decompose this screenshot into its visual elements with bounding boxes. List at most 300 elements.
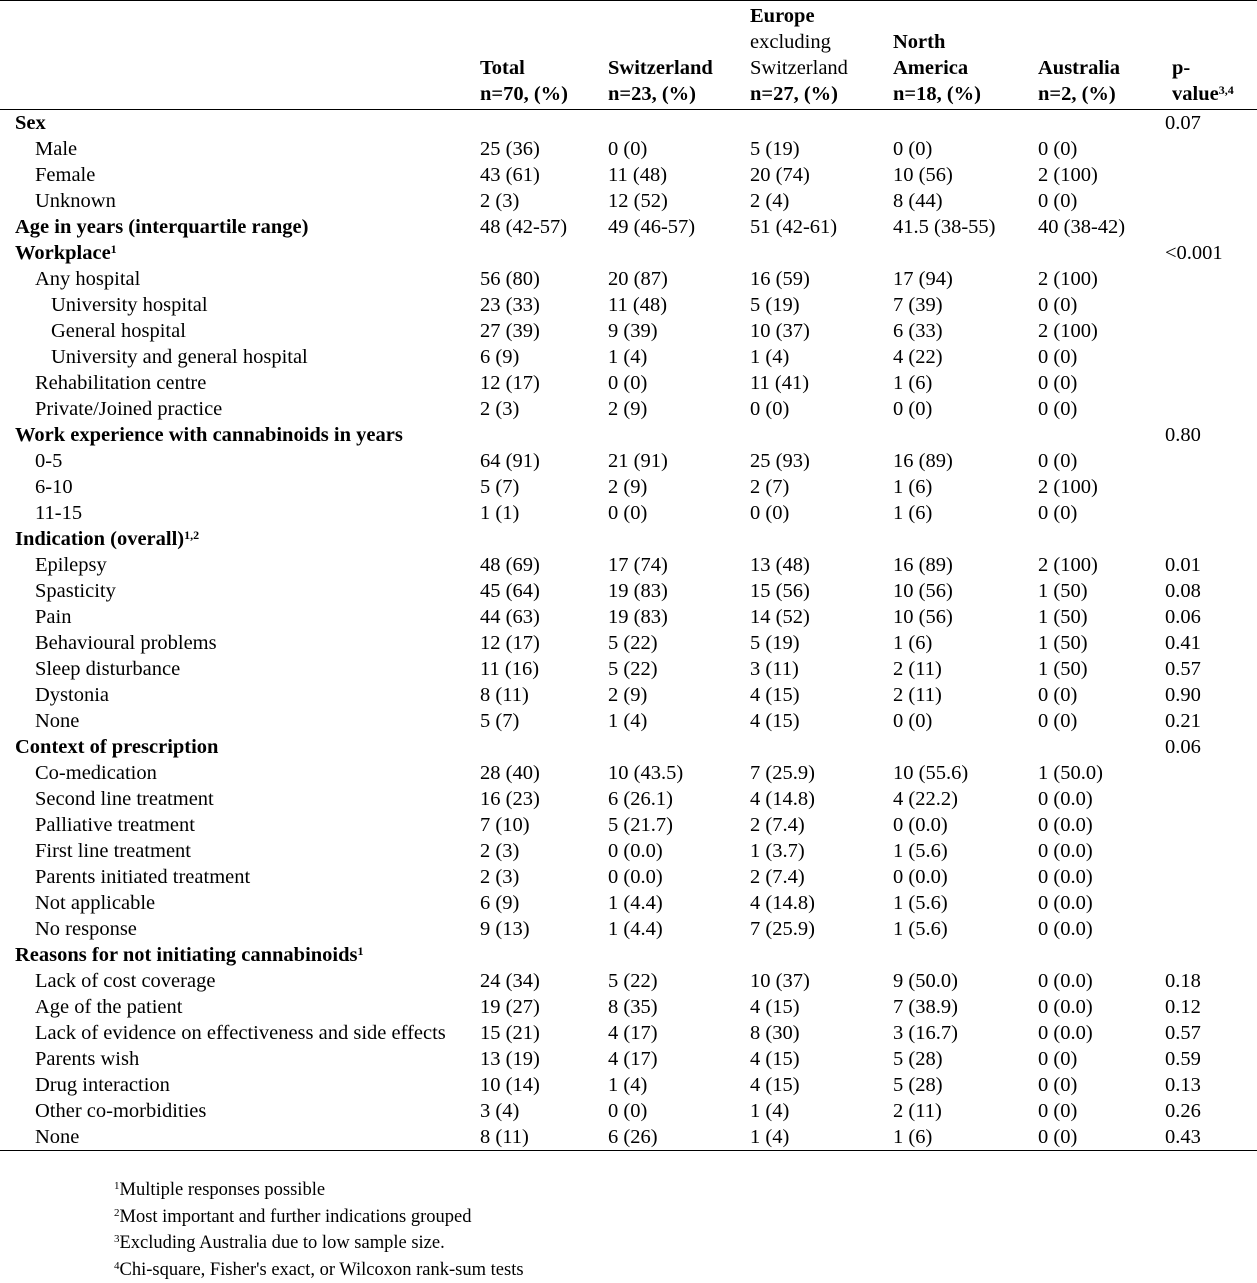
row-label: Any hospital — [35, 268, 141, 290]
row-label-cell — [0, 526, 465, 552]
value-cell: 7 (25.9) — [750, 762, 815, 784]
row-label: No response — [35, 918, 137, 940]
value-cell: 2 (9) — [608, 684, 648, 706]
value-cell: 14 (52) — [750, 606, 810, 628]
table-row — [0, 968, 1257, 994]
p-value-cell: <0.001 — [1165, 242, 1223, 264]
row-label-cell — [0, 214, 465, 240]
value-cell — [735, 110, 878, 137]
table-row — [0, 786, 1257, 812]
value-cell: 10 (37) — [750, 970, 810, 992]
table-row — [0, 760, 1257, 786]
header-europe-n: n=27, (%) — [750, 83, 838, 105]
row-label: Spasticity — [35, 580, 116, 602]
row-label-cell — [0, 500, 465, 526]
row-label-cell — [0, 630, 465, 656]
value-cell: 5 (22) — [608, 632, 658, 654]
value-cell — [465, 942, 593, 968]
value-cell — [593, 422, 735, 448]
value-cell — [593, 240, 735, 266]
value-cell — [878, 240, 1023, 266]
value-cell: 48 (42-57) — [480, 216, 568, 238]
row-label: Lack of cost coverage — [35, 970, 216, 992]
header-switzerland — [593, 1, 735, 110]
value-cell — [465, 734, 593, 760]
table-row — [0, 1072, 1257, 1098]
row-label-cell — [0, 682, 465, 708]
table-row — [0, 630, 1257, 656]
value-cell: 5 (28) — [893, 1048, 943, 1070]
row-label-cell — [0, 1124, 465, 1151]
row-label-cell — [0, 656, 465, 682]
value-cell: 28 (40) — [480, 762, 540, 784]
value-cell: 2 (100) — [1038, 164, 1098, 186]
row-label: Reasons for not initiating cannabinoids — [15, 944, 358, 966]
value-cell: 1 (4) — [608, 710, 648, 732]
value-cell — [593, 942, 735, 968]
row-label-cell — [0, 1020, 465, 1046]
value-cell: 0 (0.0) — [608, 840, 663, 862]
value-cell — [465, 526, 593, 552]
value-cell: 5 (7) — [480, 710, 520, 732]
row-label: University and general hospital — [51, 346, 308, 368]
value-cell — [735, 422, 878, 448]
value-cell: 7 (39) — [893, 294, 943, 316]
row-label-cell — [0, 578, 465, 604]
value-cell: 5 (22) — [608, 970, 658, 992]
table-row — [0, 578, 1257, 604]
value-cell: 1 (4) — [750, 1100, 790, 1122]
p-value-cell — [1150, 916, 1257, 942]
value-cell — [878, 526, 1023, 552]
table-row — [0, 552, 1257, 578]
row-label: General hospital — [51, 320, 186, 342]
header-australia-title: Australia — [1038, 57, 1120, 79]
value-cell: 12 (17) — [480, 372, 540, 394]
value-cell: 0 (0) — [1038, 294, 1078, 316]
row-label: Epilepsy — [35, 554, 107, 576]
header-europe-switzerland: Switzerland — [750, 57, 848, 79]
value-cell — [1023, 240, 1150, 266]
row-label-cell — [0, 110, 465, 137]
value-cell: 1 (50.0) — [1038, 762, 1103, 784]
p-value-cell — [1150, 214, 1257, 240]
value-cell: 7 (10) — [480, 814, 530, 836]
value-cell — [878, 422, 1023, 448]
table-row — [0, 812, 1257, 838]
value-cell: 16 (89) — [893, 554, 953, 576]
value-cell: 45 (64) — [480, 580, 540, 602]
value-cell: 1 (4) — [608, 1074, 648, 1096]
value-cell: 2 (3) — [480, 840, 520, 862]
p-value-cell — [1150, 838, 1257, 864]
p-value-cell: 0.59 — [1165, 1048, 1201, 1070]
value-cell: 0 (0) — [1038, 710, 1078, 732]
value-cell: 49 (46-57) — [608, 216, 696, 238]
p-value-cell: 0.57 — [1165, 658, 1201, 680]
header-australia-n: n=2, (%) — [1038, 83, 1116, 105]
value-cell: 0 (0) — [1038, 190, 1078, 212]
row-label-cell — [0, 448, 465, 474]
p-value-cell — [1150, 292, 1257, 318]
value-cell: 4 (15) — [750, 1074, 800, 1096]
header-europe-excluding: excluding — [750, 31, 831, 53]
p-value-cell — [1150, 864, 1257, 890]
row-label-cell — [0, 162, 465, 188]
value-cell: 3 (11) — [750, 658, 799, 680]
p-value-cell — [1150, 890, 1257, 916]
row-label: Drug interaction — [35, 1074, 170, 1096]
table-body — [0, 110, 1257, 1151]
table-row — [0, 292, 1257, 318]
row-label-cell — [0, 370, 465, 396]
row-label: 0-5 — [35, 450, 63, 472]
value-cell: 0 (0) — [893, 710, 933, 732]
header-switzerland-title: Switzerland — [608, 57, 713, 79]
header-europe — [735, 1, 878, 110]
value-cell: 0 (0) — [1038, 398, 1078, 420]
table-row — [0, 396, 1257, 422]
value-cell: 0 (0) — [608, 372, 648, 394]
value-cell: 11 (16) — [480, 658, 540, 680]
value-cell: 2 (100) — [1038, 320, 1098, 342]
value-cell: 25 (36) — [480, 138, 540, 160]
value-cell: 1 (5.6) — [893, 840, 948, 862]
value-cell: 0 (0) — [1038, 1048, 1078, 1070]
table-row — [0, 916, 1257, 942]
table-row — [0, 864, 1257, 890]
section-row — [0, 240, 1257, 266]
value-cell — [1023, 110, 1150, 137]
row-label: Indication (overall) — [15, 528, 185, 550]
table-header — [0, 1, 1257, 110]
value-cell: 5 (28) — [893, 1074, 943, 1096]
value-cell: 4 (14.8) — [750, 892, 815, 914]
table-row — [0, 370, 1257, 396]
p-value-cell — [1150, 188, 1257, 214]
value-cell: 4 (17) — [608, 1048, 658, 1070]
value-cell: 1 (4) — [750, 346, 790, 368]
value-cell: 4 (15) — [750, 710, 800, 732]
value-cell: 2 (11) — [893, 684, 942, 706]
row-label-footnote-ref: 1 — [110, 242, 117, 256]
row-label: Female — [35, 164, 96, 186]
value-cell: 4 (22.2) — [893, 788, 958, 810]
table-row — [0, 682, 1257, 708]
row-label: 11-15 — [35, 502, 83, 524]
value-cell: 4 (17) — [608, 1022, 658, 1044]
value-cell: 0 (0) — [1038, 372, 1078, 394]
p-value-cell — [1150, 500, 1257, 526]
value-cell: 27 (39) — [480, 320, 540, 342]
footnote-number: 3 — [114, 1233, 120, 1245]
table-row — [0, 1046, 1257, 1072]
value-cell: 10 (56) — [893, 580, 953, 602]
table-row — [0, 1020, 1257, 1046]
header-total-title: Total — [480, 57, 525, 79]
row-label-cell — [0, 708, 465, 734]
value-cell: 1 (6) — [893, 476, 933, 498]
value-cell: 2 (7) — [750, 476, 790, 498]
value-cell: 0 (0.0) — [1038, 918, 1093, 940]
table-row — [0, 500, 1257, 526]
row-label-footnote-ref: 1,2 — [184, 528, 200, 542]
row-label: Other co-morbidities — [35, 1100, 207, 1122]
value-cell: 0 (0.0) — [608, 866, 663, 888]
header-north-america-line2: America — [893, 57, 969, 79]
value-cell: 16 (23) — [480, 788, 540, 810]
value-cell: 15 (56) — [750, 580, 810, 602]
value-cell: 0 (0.0) — [1038, 1022, 1093, 1044]
p-value-cell — [1150, 942, 1257, 968]
header-europe-title: Europe — [750, 5, 815, 27]
table-row — [0, 656, 1257, 682]
value-cell: 44 (63) — [480, 606, 540, 628]
value-cell: 5 (19) — [750, 294, 800, 316]
row-label-cell — [0, 292, 465, 318]
row-label: None — [35, 710, 80, 732]
value-cell: 8 (11) — [480, 684, 529, 706]
value-cell: 9 (39) — [608, 320, 658, 342]
p-value-cell: 0.08 — [1165, 580, 1201, 602]
value-cell: 6 (9) — [480, 892, 520, 914]
row-label-cell — [0, 968, 465, 994]
table-row — [0, 318, 1257, 344]
p-value-cell — [1150, 370, 1257, 396]
row-label: Rehabilitation centre — [35, 372, 207, 394]
p-value-cell — [1150, 136, 1257, 162]
value-cell: 40 (38-42) — [1038, 216, 1126, 238]
header-north-america-n: n=18, (%) — [893, 83, 981, 105]
value-cell: 1 (3.7) — [750, 840, 805, 862]
value-cell: 15 (21) — [480, 1022, 540, 1044]
row-label: Pain — [35, 606, 72, 628]
row-label-cell — [0, 396, 465, 422]
p-value-cell — [1150, 786, 1257, 812]
value-cell — [1023, 526, 1150, 552]
value-cell: 5 (19) — [750, 138, 800, 160]
value-cell: 7 (38.9) — [893, 996, 958, 1018]
value-cell: 0 (0) — [608, 1100, 648, 1122]
value-cell: 0 (0.0) — [1038, 840, 1093, 862]
value-cell: 41.5 (38-55) — [893, 216, 996, 238]
value-cell: 0 (0.0) — [1038, 996, 1093, 1018]
value-cell: 1 (6) — [893, 502, 933, 524]
value-cell: 6 (26) — [593, 1124, 735, 1151]
value-cell: 12 (52) — [608, 190, 668, 212]
value-cell: 2 (4) — [750, 190, 790, 212]
p-value-cell — [1150, 396, 1257, 422]
row-label: Sex — [15, 112, 46, 134]
value-cell: 10 (55.6) — [893, 762, 969, 784]
value-cell — [735, 526, 878, 552]
value-cell: 1 (50) — [1038, 580, 1088, 602]
p-value-cell — [1150, 344, 1257, 370]
p-value-cell — [1150, 448, 1257, 474]
footnote-number: 4 — [114, 1259, 120, 1272]
value-cell: 0 (0.0) — [893, 814, 948, 836]
p-value-cell: 0.41 — [1165, 632, 1201, 654]
value-cell: 1 (50) — [1038, 632, 1088, 654]
p-value-cell: 0.18 — [1165, 970, 1201, 992]
value-cell: 10 (14) — [480, 1074, 540, 1096]
value-cell: 20 (87) — [608, 268, 668, 290]
value-cell — [735, 240, 878, 266]
value-cell — [878, 110, 1023, 137]
row-label: Age of the patient — [35, 996, 183, 1018]
value-cell — [593, 110, 735, 137]
value-cell: 0 (0) — [608, 138, 648, 160]
footnote-number: 1 — [114, 1180, 120, 1192]
row-label-cell — [0, 1046, 465, 1072]
row-label: Private/Joined practice — [35, 398, 223, 420]
table-row — [0, 266, 1257, 292]
value-cell: 0 (0.0) — [1038, 866, 1093, 888]
p-value-cell — [1150, 266, 1257, 292]
header-total — [465, 1, 593, 110]
value-cell: 0 (0) — [750, 502, 790, 524]
row-label-cell — [0, 734, 465, 760]
footnote-number: 2 — [114, 1206, 120, 1219]
value-cell: 13 (19) — [480, 1048, 540, 1070]
value-cell: 9 (13) — [480, 918, 530, 940]
row-label: Palliative treatment — [35, 814, 195, 836]
value-cell — [593, 734, 735, 760]
header-p-value — [1150, 1, 1257, 110]
footnote-text: Chi-square, Fisher's exact, or Wilcoxon rank-sum tests — [119, 1259, 524, 1280]
row-label-cell — [0, 864, 465, 890]
value-cell: 13 (48) — [750, 554, 810, 576]
value-cell: 2 (11) — [893, 658, 942, 680]
row-label-cell — [0, 916, 465, 942]
row-label-cell — [0, 552, 465, 578]
table-row — [0, 890, 1257, 916]
section-row — [0, 110, 1257, 137]
value-cell: 4 (15) — [750, 996, 800, 1018]
row-label-cell — [0, 188, 465, 214]
row-label: None — [35, 1126, 80, 1148]
value-cell — [878, 734, 1023, 760]
p-value-cell — [1150, 526, 1257, 552]
p-value-cell: 0.26 — [1165, 1100, 1201, 1122]
row-label-cell — [0, 994, 465, 1020]
footnote — [114, 1230, 445, 1256]
value-cell: 4 (14.8) — [750, 788, 815, 810]
value-cell — [735, 734, 878, 760]
value-cell: 4 (15) — [750, 684, 800, 706]
row-label: Context of prescription — [15, 736, 219, 758]
value-cell: 51 (42-61) — [750, 216, 838, 238]
value-cell: 10 (43.5) — [608, 762, 684, 784]
value-cell: 25 (93) — [750, 450, 810, 472]
value-cell: 3 (4) — [480, 1100, 520, 1122]
value-cell: 1 (5.6) — [893, 892, 948, 914]
table-row — [0, 1124, 1257, 1151]
value-cell: 9 (50.0) — [893, 970, 958, 992]
value-cell: 16 (89) — [893, 450, 953, 472]
p-value-cell: 0.57 — [1165, 1022, 1201, 1044]
header-north-america — [878, 1, 1023, 110]
value-cell: 7 (25.9) — [750, 918, 815, 940]
value-cell: 1 (50) — [1038, 658, 1088, 680]
row-label-cell — [0, 890, 465, 916]
value-cell: 2 (3) — [480, 866, 520, 888]
value-cell: 19 (83) — [608, 580, 668, 602]
table-row — [0, 188, 1257, 214]
p-value-cell: 0.07 — [1165, 112, 1201, 134]
value-cell: 2 (100) — [1038, 268, 1098, 290]
value-cell: 19 (83) — [608, 606, 668, 628]
p-value-cell — [1150, 318, 1257, 344]
footnote — [114, 1204, 471, 1230]
row-label: Unknown — [35, 190, 116, 212]
value-cell: 0 (0) — [1038, 346, 1078, 368]
value-cell: 0 (0) — [750, 398, 790, 420]
value-cell: 1 (4.4) — [608, 918, 663, 940]
header-p-value-line2: value — [1172, 83, 1219, 105]
section-row — [0, 526, 1257, 552]
row-label-cell — [0, 422, 465, 448]
row-label-cell — [0, 604, 465, 630]
value-cell: 0 (0.0) — [893, 866, 948, 888]
p-value-cell: 0.80 — [1165, 424, 1201, 446]
value-cell: 0 (0) — [1038, 138, 1078, 160]
row-label: Lack of evidence on effectiveness and side effects — [35, 1022, 446, 1044]
row-label-cell — [0, 1072, 465, 1098]
value-cell: 10 (56) — [893, 164, 953, 186]
value-cell — [735, 942, 878, 968]
footnote — [114, 1257, 524, 1283]
row-label-footnote-ref: 1 — [357, 944, 364, 958]
value-cell: 0 (0) — [893, 138, 933, 160]
value-cell: 1 (4.4) — [608, 892, 663, 914]
value-cell: 64 (91) — [480, 450, 540, 472]
value-cell — [465, 422, 593, 448]
row-label: University hospital — [51, 294, 208, 316]
row-label: Sleep disturbance — [35, 658, 181, 680]
value-cell: 1 (6) — [893, 372, 933, 394]
value-cell: 2 (100) — [1038, 476, 1098, 498]
value-cell: 4 (15) — [750, 1048, 800, 1070]
value-cell: 0 (0) — [1038, 502, 1078, 524]
footnote-text: Multiple responses possible — [119, 1180, 326, 1200]
p-value-cell — [1150, 812, 1257, 838]
value-cell: 8 (30) — [750, 1022, 800, 1044]
value-cell: 16 (59) — [750, 268, 810, 290]
value-cell: 1 (1) — [480, 502, 520, 524]
footnote-text: Excluding Australia due to low sample size. — [119, 1233, 445, 1253]
p-value-cell: 0.06 — [1165, 736, 1201, 758]
value-cell: 17 (74) — [608, 554, 668, 576]
value-cell: 0 (0) — [1023, 1124, 1150, 1151]
row-label-cell — [0, 266, 465, 292]
p-value-cell: 0.06 — [1165, 606, 1201, 628]
value-cell: 48 (69) — [480, 554, 540, 576]
table-row — [0, 1098, 1257, 1124]
value-cell: 21 (91) — [608, 450, 668, 472]
table-row — [0, 344, 1257, 370]
value-cell: 2 (7.4) — [750, 866, 805, 888]
row-label: 6-10 — [35, 476, 73, 498]
row-label: Dystonia — [35, 684, 110, 706]
value-cell: 5 (21.7) — [608, 814, 673, 836]
value-cell: 8 (11) — [465, 1124, 593, 1151]
row-label-cell — [0, 1098, 465, 1124]
section-row — [0, 942, 1257, 968]
row-label: Second line treatment — [35, 788, 214, 810]
p-value-cell — [1150, 162, 1257, 188]
value-cell: 2 (7.4) — [750, 814, 805, 836]
